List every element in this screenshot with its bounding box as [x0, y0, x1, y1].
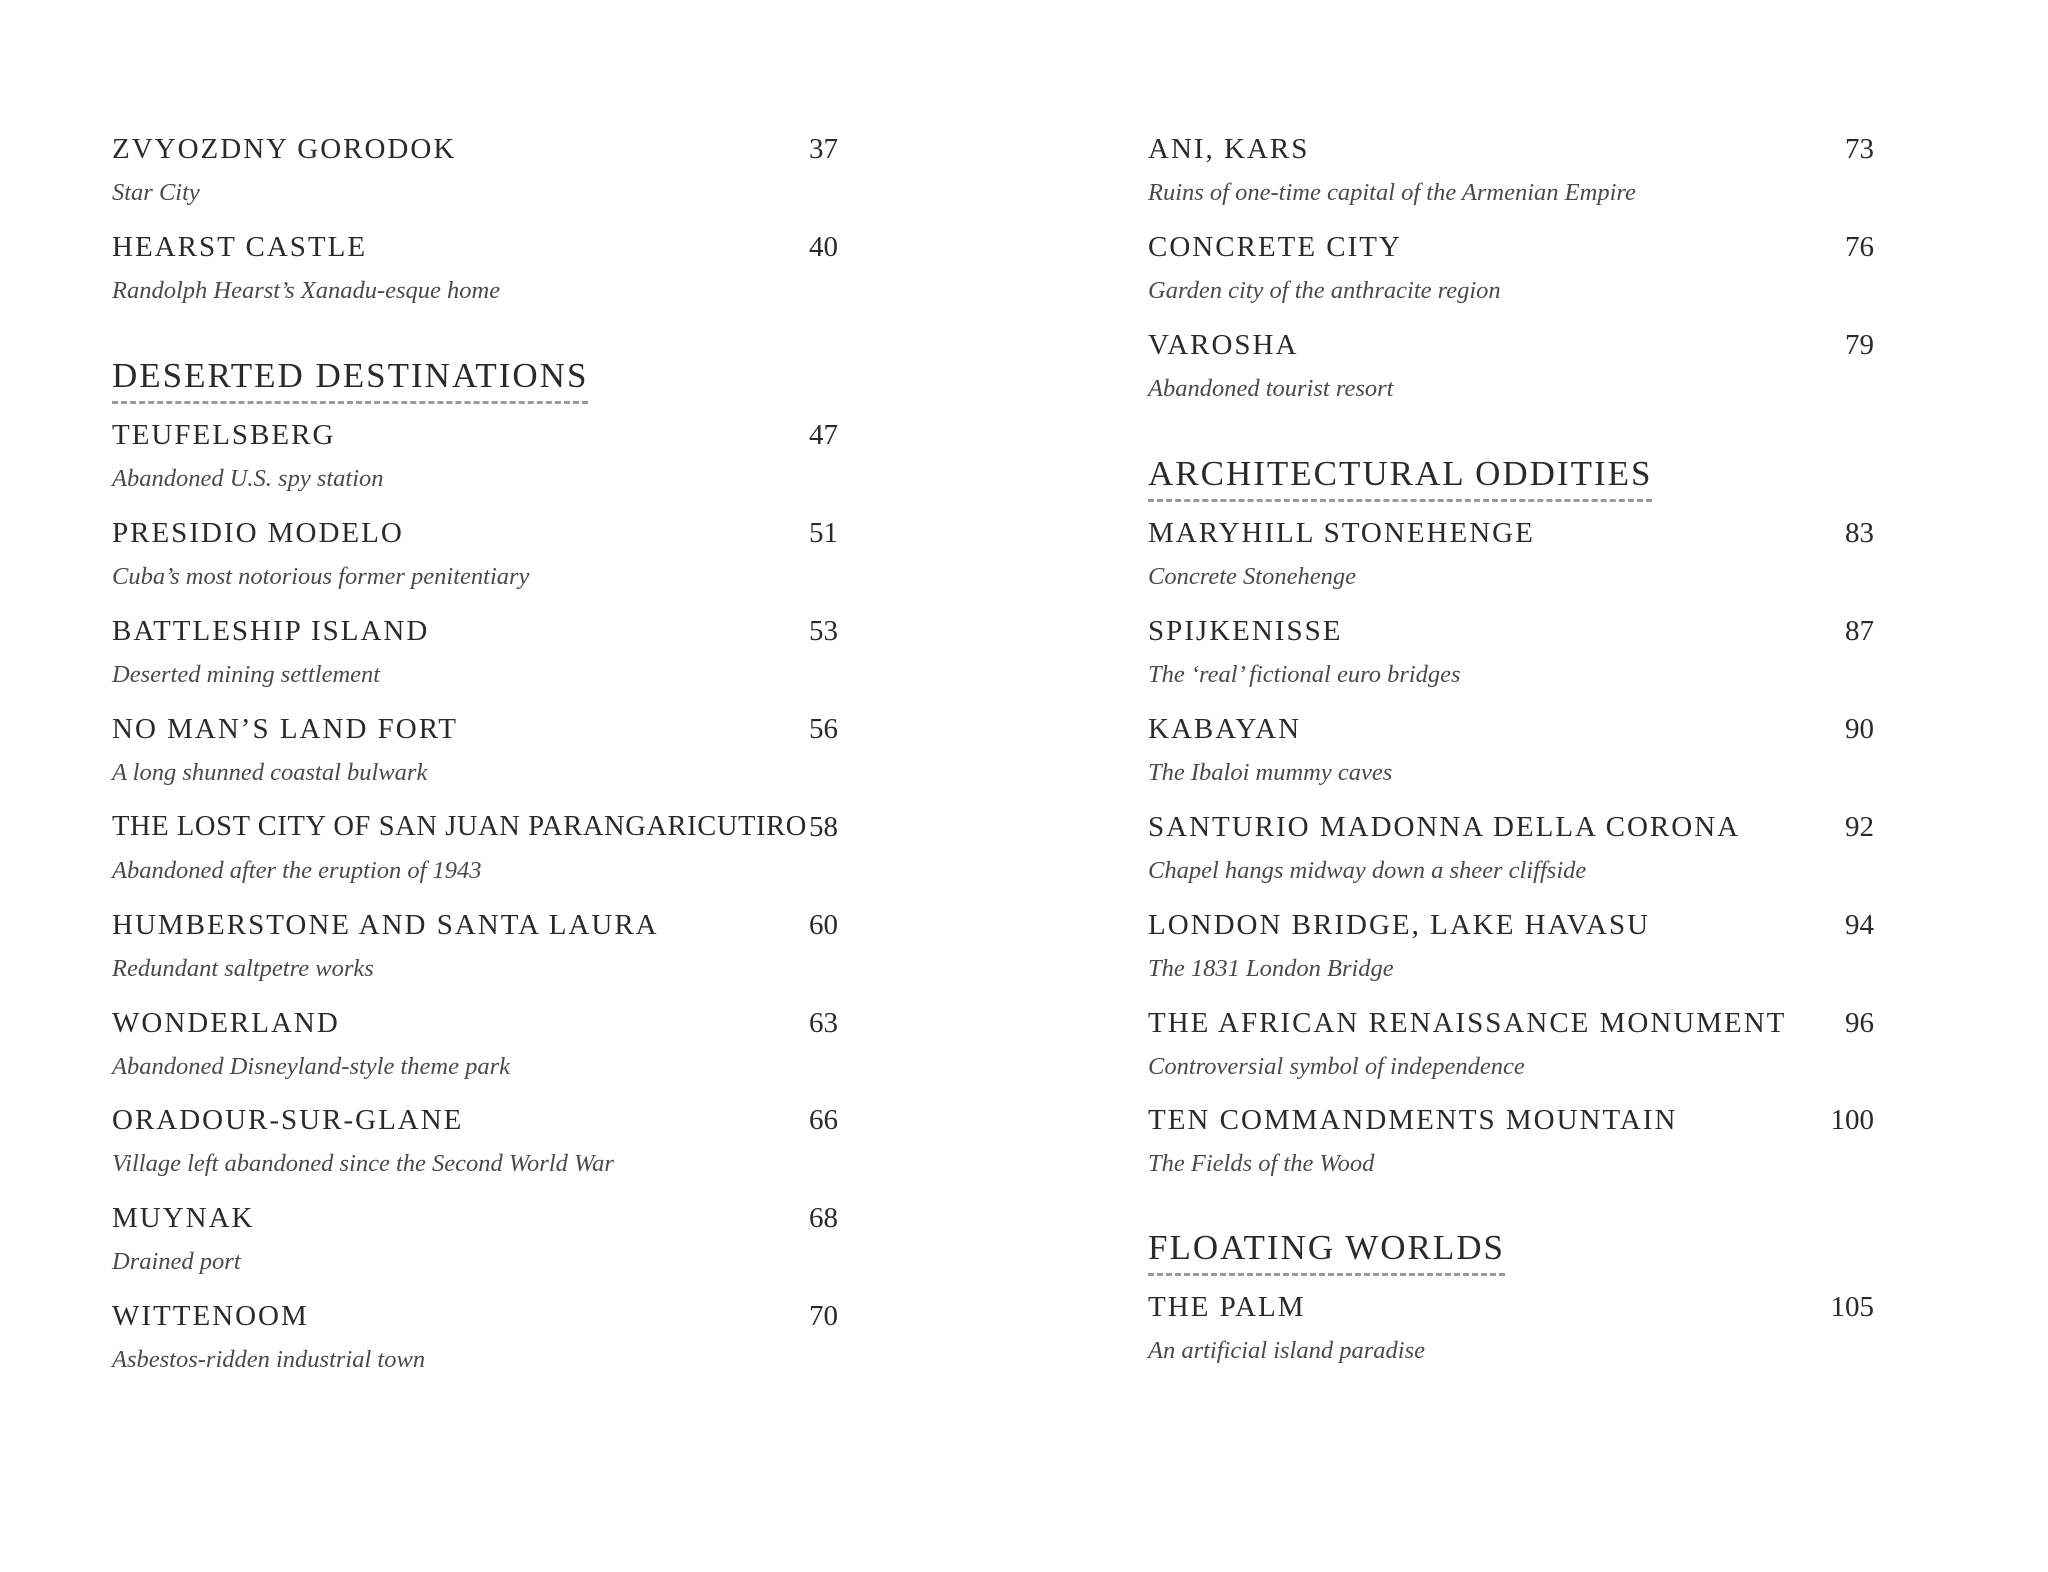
entry-subtitle: Abandoned tourist resort	[1148, 375, 1394, 402]
entry-page-number: 63	[809, 1007, 838, 1039]
entry-page-number: 96	[1845, 1007, 1874, 1039]
entry-subtitle: The Ibaloi mummy caves	[1148, 759, 1393, 786]
entry-page-number: 68	[809, 1202, 838, 1234]
entry-subtitle: Controversial symbol of independence	[1148, 1053, 1525, 1080]
entry-page-number: 51	[809, 517, 838, 549]
entry-title: THE AFRICAN RENAISSANCE MONUMENT	[1148, 1007, 1787, 1039]
entry-page-number: 87	[1845, 615, 1874, 647]
entry-title: CONCRETE CITY	[1148, 231, 1402, 263]
entry-title: HEARST CASTLE	[112, 231, 368, 263]
entry-page-number: 94	[1845, 909, 1874, 941]
entry-page-number: 58	[809, 811, 838, 843]
entry-subtitle: Abandoned after the eruption of 1943	[112, 857, 482, 884]
entry-page-number: 40	[809, 231, 838, 263]
entry-page-number: 83	[1845, 517, 1874, 549]
section-heading: DESERTED DESTINATIONS	[112, 358, 588, 404]
entry-title: ANI, KARS	[1148, 133, 1310, 165]
entry-title: SANTURIO MADONNA DELLA CORONA	[1148, 811, 1741, 843]
entry-subtitle: Cuba’s most notorious former penitentiary	[112, 563, 530, 590]
entry-subtitle: The ‘real’ fictional euro bridges	[1148, 661, 1461, 688]
entry-title: ZVYOZDNY GORODOK	[112, 133, 457, 165]
entry-subtitle: Redundant saltpetre works	[112, 955, 374, 982]
entry-page-number: 90	[1845, 713, 1874, 745]
entry-title: SPIJKENISSE	[1148, 615, 1343, 647]
section-heading: ARCHITECTURAL ODDITIES	[1148, 456, 1652, 502]
entry-title: WITTENOOM	[112, 1300, 309, 1332]
entry-page-number: 60	[809, 909, 838, 941]
entry-title: WONDERLAND	[112, 1007, 340, 1039]
entry-title: BATTLESHIP ISLAND	[112, 615, 430, 647]
entry-title: KABAYAN	[1148, 713, 1302, 745]
entry-title: THE LOST CITY OF SAN JUAN PARANGARICUTIRO	[112, 811, 807, 842]
entry-subtitle: Ruins of one-time capital of the Armenian Empire	[1148, 179, 1636, 206]
entry-page-number: 100	[1830, 1104, 1874, 1136]
entry-title: VAROSHA	[1148, 329, 1299, 361]
entry-title: ORADOUR-SUR-GLANE	[112, 1104, 464, 1136]
entry-subtitle: Deserted mining settlement	[112, 661, 381, 688]
entry-subtitle: Abandoned U.S. spy station	[112, 465, 384, 492]
entry-subtitle: Star City	[112, 179, 200, 206]
entry-subtitle: Garden city of the anthracite region	[1148, 277, 1501, 304]
entry-subtitle: The 1831 London Bridge	[1148, 955, 1394, 982]
entry-subtitle: Chapel hangs midway down a sheer cliffside	[1148, 857, 1587, 884]
entry-subtitle: Drained port	[112, 1248, 241, 1275]
entry-title: NO MAN’S LAND FORT	[112, 713, 459, 745]
entry-title: TEN COMMANDMENTS MOUNTAIN	[1148, 1104, 1678, 1136]
entry-subtitle: Village left abandoned since the Second World War	[112, 1150, 614, 1177]
entry-subtitle: A long shunned coastal bulwark	[112, 759, 428, 786]
entry-page-number: 76	[1845, 231, 1874, 263]
entry-page-number: 79	[1845, 329, 1874, 361]
entry-title: MARYHILL STONEHENGE	[1148, 517, 1535, 549]
entry-subtitle: Abandoned Disneyland-style theme park	[112, 1053, 511, 1080]
entry-page-number: 53	[809, 615, 838, 647]
entry-page-number: 47	[809, 419, 838, 451]
entry-subtitle: The Fields of the Wood	[1148, 1150, 1375, 1177]
entry-subtitle: Asbestos-ridden industrial town	[112, 1346, 426, 1373]
entry-page-number: 56	[809, 713, 838, 745]
entry-title: MUYNAK	[112, 1202, 255, 1234]
entry-title: THE PALM	[1148, 1291, 1306, 1323]
entry-page-number: 73	[1845, 133, 1874, 165]
entry-title: LONDON BRIDGE, LAKE HAVASU	[1148, 909, 1651, 941]
entry-page-number: 105	[1830, 1291, 1874, 1323]
entry-page-number: 66	[809, 1104, 838, 1136]
section-heading: FLOATING WORLDS	[1148, 1230, 1505, 1276]
entry-title: TEUFELSBERG	[112, 419, 336, 451]
entry-title: HUMBERSTONE AND SANTA LAURA	[112, 909, 659, 941]
entry-subtitle: Concrete Stonehenge	[1148, 563, 1356, 590]
entry-subtitle: Randolph Hearst’s Xanadu-esque home	[112, 277, 501, 304]
entry-page-number: 92	[1845, 811, 1874, 843]
entry-page-number: 70	[809, 1300, 838, 1332]
entry-title: PRESIDIO MODELO	[112, 517, 404, 549]
entry-page-number: 37	[809, 133, 838, 165]
entry-subtitle: An artificial island paradise	[1148, 1337, 1425, 1364]
